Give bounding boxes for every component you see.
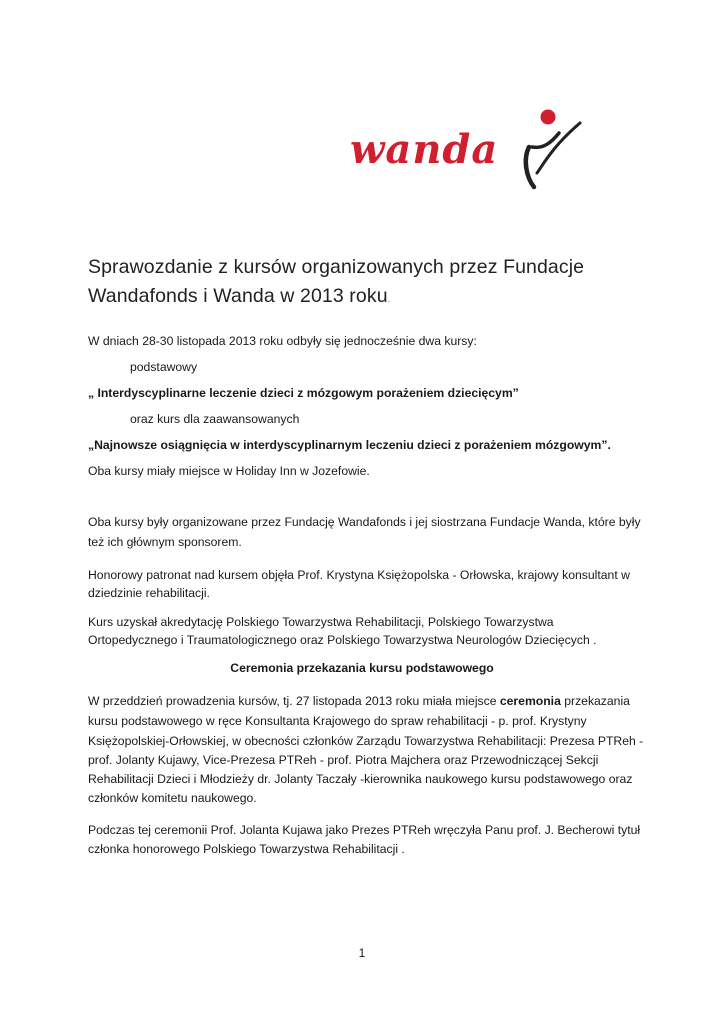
document-title-period: .: [387, 294, 391, 305]
logo-figure-head: [541, 110, 556, 125]
logo-figure-arm: [532, 133, 559, 147]
organizers-line-1: Oba kursy były organizowane przez Fundację Wandafonds i jej siostrzana Fundacje Wanda, które były: [88, 515, 641, 529]
organizers-line-2: też ich głównym sponsorem.: [88, 535, 242, 549]
intro-line: W dniach 28-30 listopada 2013 roku odbyły się jednocześnie dwa kursy:: [88, 334, 477, 348]
basic-course-title: „ Interdyscyplinarne leczenie dzieci z mózgowym porażeniem dziecięcym”: [88, 386, 519, 400]
ceremony-line-1: [88, 692, 630, 711]
accreditation-line-2: Ortopedycznego i Traumatologicznego oraz Polskiego Towarzystwa Neurologów Dziecięcych .: [88, 633, 597, 647]
basic-course-label: podstawowy: [130, 360, 198, 374]
ceremony-line-1-bold: ceremonia: [499, 694, 561, 708]
accreditation-line-1: Kurs uzyskał akredytację Polskiego Towarzystwa Rehabilitacji, Polskiego Towarzystwa: [88, 615, 554, 629]
ceremony-line-1-pre: W przeddzień prowadzenia kursów, tj. 27 listopada 2013 roku miała miejsce: [88, 694, 500, 708]
ceremony-line-4: prof. Jolanty Kujawy, Vice-Prezesa PTReh - prof. Piotra Majchera oraz Przewodniczącej Sekcji: [88, 753, 599, 767]
honor-line-1: Podczas tej ceremonii Prof. Jolanta Kujawa jako Prezes PTReh wręczyła Panu prof. J. Becherowi tytuł: [88, 823, 641, 837]
patronage-line-2: dziedzinie rehabilitacji.: [88, 586, 210, 600]
document-title-line-2: [88, 281, 391, 315]
ceremony-line-3: Księżopolskiej-Orłowskiej, w obecności członków Zarządu Towarzystwa Rehabilitacji: Prezesa PTReh -: [88, 734, 644, 748]
page-number: 1: [358, 946, 366, 960]
ceremony-line-2: kursu podstawowego w ręce Konsultanta Krajowego do spraw rehabilitacji - p. prof. Krystyny: [88, 714, 587, 728]
logo-figure-body: [526, 147, 534, 187]
ceremony-line-5: Rehabilitacji Dzieci i Młodzieży dr. Jolanty Taczały -kierownika naukowego kursu podstawowego oraz: [88, 772, 633, 786]
logo-figure-leg: [537, 123, 580, 173]
ceremony-line-6: członków komitetu naukowego.: [88, 791, 257, 805]
honor-line-2: członka honorowego Polskiego Towarzystwa Rehabilitacji .: [88, 842, 405, 856]
document-title-line-1: Sprawozdanie z kursów organizowanych przez Fundacje: [88, 256, 585, 278]
advanced-course-label: oraz kurs dla zaawansowanych: [130, 412, 300, 426]
patronage-line-1: Honorowy patronat nad kursem objęła Prof. Krystyna Księżopolska - Orłowska, krajowy konsultant w: [88, 568, 630, 582]
logo-wordmark: wanda: [350, 126, 499, 173]
wanda-logo-graphic: [348, 103, 594, 195]
ceremony-heading: Ceremonia przekazania kursu podstawowego: [230, 661, 494, 675]
ceremony-line-1-post: przekazania: [560, 694, 630, 708]
advanced-course-title: „Najnowsze osiągnięcia w interdyscyplinarnym leczeniu dzieci z porażeniem mózgowym”.: [88, 438, 611, 452]
document-title-text: Wandafonds i Wanda w 2013 roku: [88, 285, 388, 307]
location-line: Oba kursy miały miejsce w Holiday Inn w Jozefowie.: [88, 464, 370, 478]
wanda-logo: [348, 103, 594, 195]
